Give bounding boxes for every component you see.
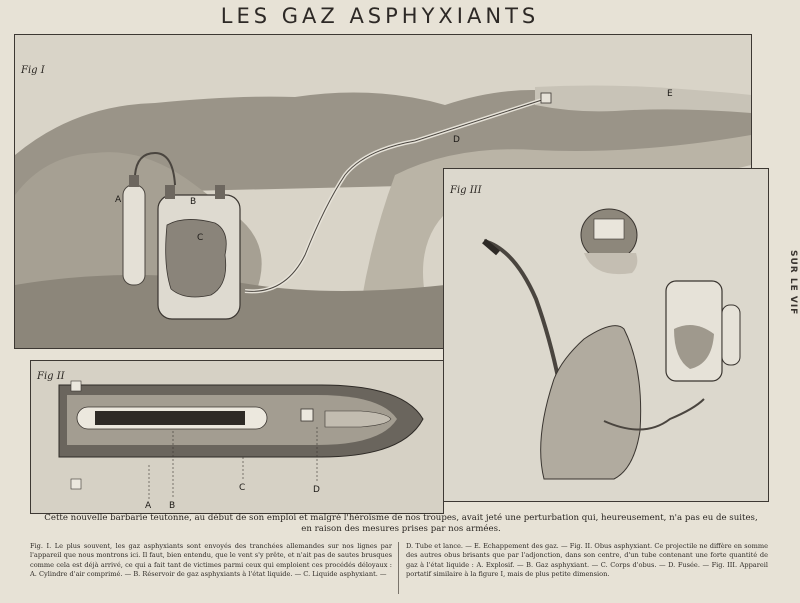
fig1-letter-a: A — [115, 195, 122, 205]
figure-1-label: Fig I — [21, 65, 45, 76]
fig2-letter-a: A — [145, 501, 152, 511]
fig1-letter-c: C — [197, 233, 204, 243]
fig1-letter-b: B — [190, 197, 197, 207]
figure-2-panel — [30, 360, 444, 514]
figure-2-illustration — [31, 361, 443, 513]
spine-text: SUR LE VIF — [788, 250, 798, 316]
fig1-letter-d: D — [453, 135, 460, 145]
figure-3-panel — [443, 168, 769, 502]
figure-2-label: Fig II — [37, 371, 65, 382]
fig2-letter-b: B — [169, 501, 176, 511]
fig2-letter-c: C — [239, 483, 246, 493]
main-caption — [36, 513, 766, 535]
main-caption-line-1: Cette nouvelle barbarie teutonne, au début de son emploi et malgré l'héroïsme de nos troupes, avait jeté une perturbation qui, heureusement, n'a pas eu de suites, — [44, 513, 758, 523]
caption-left-column: Fig. I. Le plus souvent, les gaz asphyxiants sont envoyés des tranchées allemandes sur nos lignes par l'appareil que nous montrons ici. Il faut, bien entendu, que le vent s'y prête, et n'ait pas de sautes brusques comme cela est déjà arrivé, ce qui a fait tant de victimes parmi ceux qui emploient ces procédés déloyaux : A. Cylindre d'air comprimé. — B. Réservoir de gaz asphyxiants à l'état liquide. — C. Liquide asphyxiant. — — [30, 542, 392, 579]
figure-3-label: Fig III — [450, 185, 482, 196]
caption-divider — [398, 542, 399, 594]
fig1-letter-e: E — [667, 89, 673, 99]
main-caption-line-2: en raison des mesures prises par nos armées. — [301, 524, 501, 534]
fig2-letter-d: D — [313, 485, 320, 495]
page-title: LES GAZ ASPHYXIANTS — [220, 4, 540, 28]
figure-3-illustration — [444, 169, 768, 501]
caption-right-column: D. Tube et lance. — E. Echappement des gaz. — Fig. II. Obus asphyxiant. Ce projectile ne diffère en somme des autres obus brisants que par l'adjonction, dans son centre, d'un tube contenant une forte quantité de gaz à l'état liquide : A. Explosif. — B. Gaz asphyxiant. — C. Corps d'obus. — D. Fusée. — Fig. III. Appareil portatif similaire à la figure I, mais de plus petite dimension. — [406, 542, 768, 579]
